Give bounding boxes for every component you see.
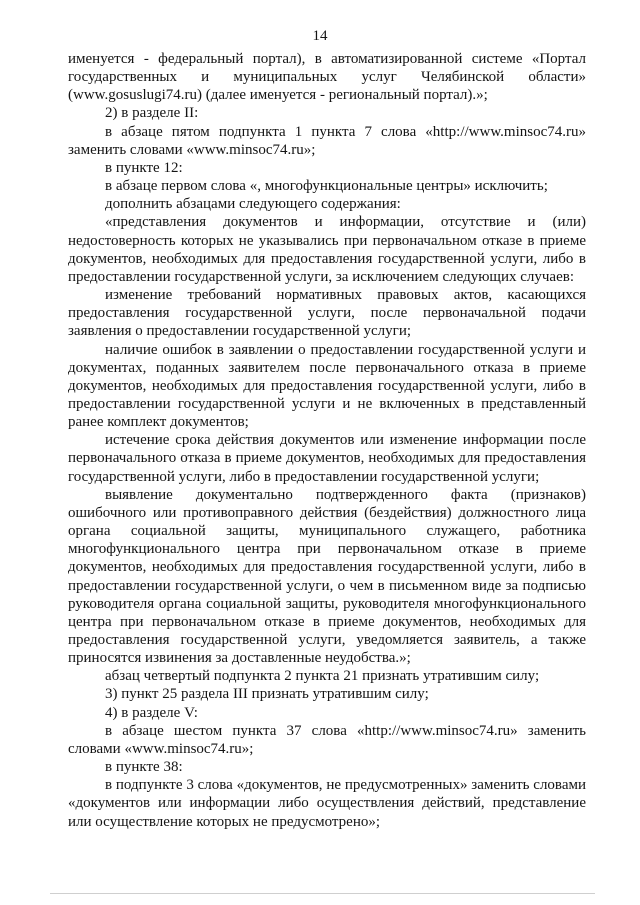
document-body [68, 50, 586, 831]
paragraph-17: в подпункте 3 слова «документов, не предусмотренных» заменить словами «документов или информации либо осуществления действий, представление или осуществление которых не предусмотрено»; [68, 777, 586, 830]
paragraph-9: наличие ошибок в заявлении о предоставлении государственной услуги и документах, поданных заявителем после первоначального отказа в приеме документов, необходимых для предоставления государственной услуги, либо в предоставлении государственной услуги и не включенных в представленный ранее комплект документов; [68, 341, 586, 431]
paragraph-3: в абзаце пятом подпункта 1 пункта 7 слова «http://www.minsoc74.ru» заменить словами «www.minsoc74.ru»; [68, 123, 586, 158]
paragraph-7: «представления документов и информации, отсутствие и (или) недостоверность которых не указывались при первоначальном отказе в приеме документов, необходимых для предоставления государственной услуги, либо в предоставлении государственной услуги, за исключением следующих случаев: [68, 214, 586, 285]
bottom-rule [50, 893, 595, 894]
paragraph-15: в абзаце шестом пункта 37 слова «http://www.minsoc74.ru» заменить словами «www.minsoc74.ru»; [68, 722, 586, 757]
paragraph-10: истечение срока действия документов или изменение информации после первоначального отказа в приеме документов, необходимых для предоставления государственной услуги, либо в предоставлении государственной услуги; [68, 432, 586, 485]
paragraph-1: именуется - федеральный портал), в автоматизированной системе «Портал государственных и муниципальных услуг Челябинской области» (www.gosuslugi74.ru) (далее именуется - региональный портал).»; [68, 51, 586, 104]
paragraph-11: выявление документально подтвержденного факта (признаков) ошибочного или противоправного действия (бездействия) должностного лица органа социальной защиты, муниципального служащего, работника многофункционального центра при первоначальном отказе в приеме документов, необходимых для предоставления государственной услуги, либо в предоставлении государственной услуги, о чем в письменном виде за подписью руководителя органа социальной защиты, руководителя многофункционального центра при первоначальном отказе в приеме документов, необходимых для предоставления государственной услуги, уведомляется заявитель, а также приносятся извинения за доставленные неудобства.»; [68, 486, 586, 667]
paragraph-6: дополнить абзацами следующего содержания: [105, 196, 401, 213]
paragraph-14: 4) в разделе V: [105, 704, 198, 721]
paragraph-16: в пункте 38: [105, 759, 183, 776]
paragraph-2: 2) в разделе II: [105, 105, 199, 122]
paragraph-13: 3) пункт 25 раздела III признать утратившим силу; [105, 686, 429, 703]
paragraph-12: абзац четвертый подпункта 2 пункта 21 признать утратившим силу; [105, 668, 540, 685]
paragraph-5: в абзаце первом слова «, многофункциональные центры» исключить; [105, 178, 548, 195]
paragraph-8: изменение требований нормативных правовых актов, касающихся предоставления государственной услуги, после первоначальной подачи заявления о предоставлении государственной услуги; [68, 287, 586, 340]
page-number: 14 [312, 28, 328, 44]
paragraph-4: в пункте 12: [105, 159, 183, 176]
